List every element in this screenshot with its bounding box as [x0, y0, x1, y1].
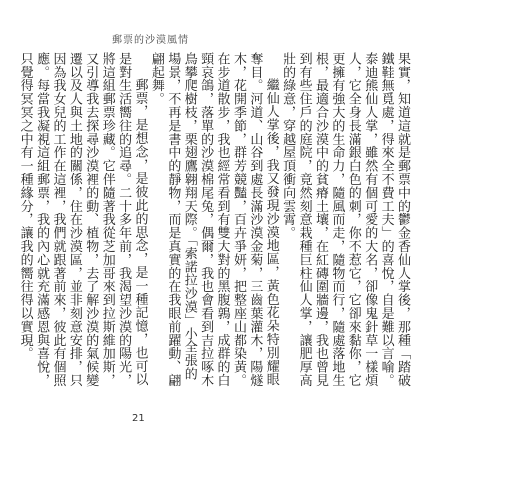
body-text — [17, 52, 410, 392]
paragraph-3: 郵票，是想念，是彼此的思念，是一種記憶，也可以是對生活嚮往的追尋。二十多年前，我渴望沙漠的陽光，將這組郵票珍藏。它伴隨著我從芝加哥來到拉斯維加斯，又引導我去探尋沙漠裡的動、植物，去了解沙漠的氣候變遷以及人與土地的關係，住在沙漠區，並非刻意安排，只因為我女兒的工作在這裡，我們就跟著前來，彼此有個照應。每當我凝視這組郵票，我的內心就充滿感恩與喜悅，只覺得冥冥之中有一種緣分，讓我的嚮往得以實現。 — [17, 52, 148, 387]
running-header: 郵票的沙漠風情 — [112, 35, 189, 46]
paragraph-1: 果實，知道這就是郵票中的鬱金香仙人掌後，那種「踏破鐵鞋無覓處，得來全不費工夫」的喜悅，自是難以言喻。泰迪熊仙人掌，雖然有個可愛的大名，卻像鬼針草一樣煩人，它全身長滿銀白色的刺，你不惹它，它卻來黏你，它更擁有強大的生命力，隨風而走，隨物而行，隨處落地生根，最適合沙漠中的貧瘠土壤，在紅磚圍牆邊，我也曾見到有些住戶的庭院，竟然刻意栽種巨柱仙人掌，讓肥厚高壯的綠意，穿越屋頂衝向雲霄。 — [280, 52, 410, 387]
page-number: 21 — [132, 413, 145, 424]
paragraph-2: 繼仙人掌後，我又發現沙漠地區，黃色花朵特別耀眼奪目。河道、山谷到處長滿沙漠金菊，三齒葉灌木，陽燧木，花開季節，群芳競豔，百卉爭妍，把整座山都染黃。在步道散步，我也經常看到有雙大對的黑腹鶉，成群的白頸哀鴿，落單的沙漠棉尾兔，偶爾，我也會看到吉拉啄木鳥攀爬樹枝，栗翅鷹翱翔天際。「索諾拉沙漠」小全張的場景，不再是書中的靜物，而是真實的在我眼前躍動、翩翩起舞。 — [148, 52, 279, 387]
